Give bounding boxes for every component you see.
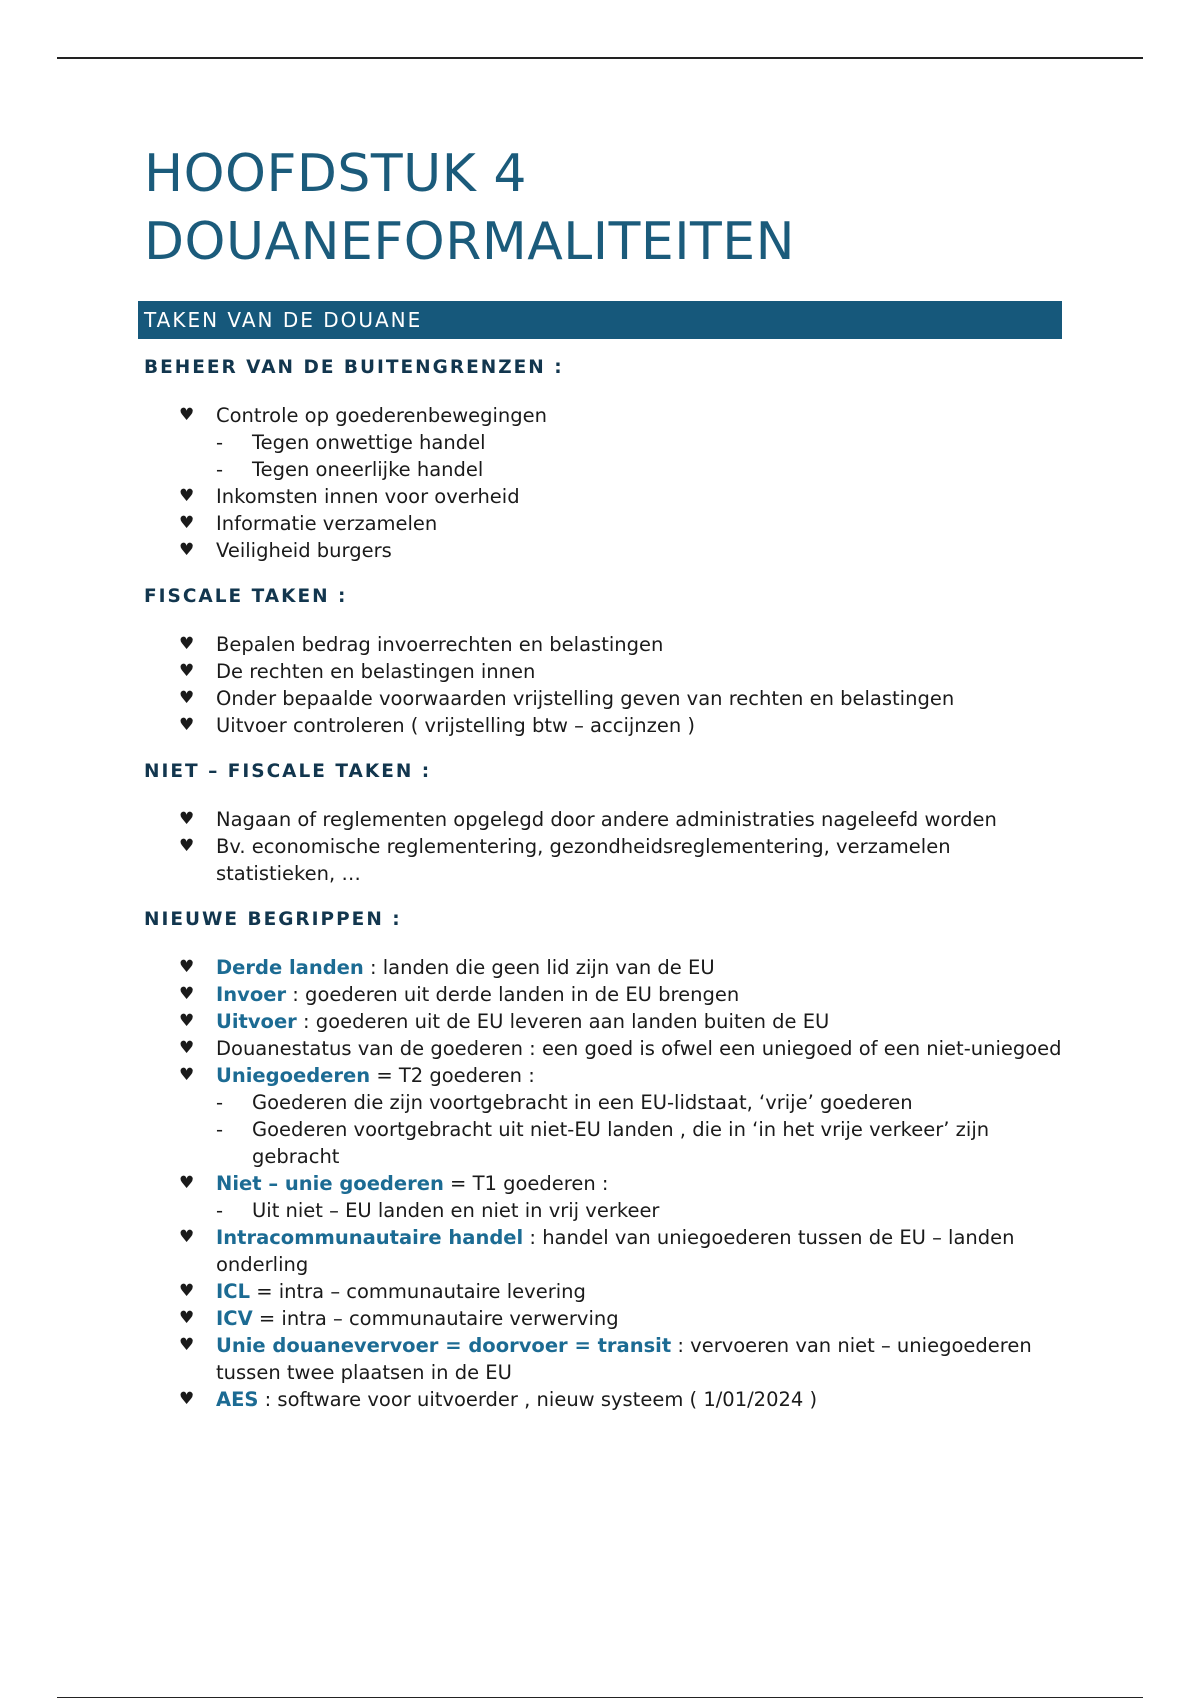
list-item: ♥ Onder bepaalde voorwaarden vrijstelling geven van rechten en belastingen <box>179 687 955 710</box>
sub-list-item: - Uit niet – EU landen en niet in vrij verkeer <box>216 1199 660 1222</box>
sub-list <box>216 1197 1064 1224</box>
heart-bullet-icon: ♥ <box>179 661 195 681</box>
document-body <box>144 140 1064 1413</box>
heart-bullet-icon: ♥ <box>179 836 195 856</box>
bottom-rule <box>57 1697 1143 1698</box>
term-highlight: AES <box>216 1388 259 1411</box>
chapter-title-line2: DOUANEFORMALITEITEN <box>144 212 796 272</box>
heart-bullet-icon: ♥ <box>179 809 195 829</box>
heart-bullet-icon: ♥ <box>179 1038 195 1058</box>
list-item: ♥ Uitvoer controleren ( vrijstelling btw – accijnzen ) <box>179 714 696 737</box>
list-nieuwe-begrippen <box>144 954 1064 1413</box>
dash-bullet-icon: - <box>216 431 224 454</box>
subheading-fiscale-taken: FISCALE TAKEN : <box>144 586 348 607</box>
heart-bullet-icon: ♥ <box>179 957 195 977</box>
list-fiscale-taken <box>144 631 1064 739</box>
sub-list-item: - Tegen oneerlijke handel <box>216 458 484 481</box>
list-item: ♥ De rechten en belastingen innen <box>179 660 536 683</box>
list-item: ♥ Invoer : goederen uit derde landen in de EU brengen <box>179 983 740 1006</box>
term-highlight: Uniegoederen <box>216 1064 371 1087</box>
equals-sign: = <box>438 1334 469 1357</box>
chapter-title <box>144 140 1064 276</box>
heart-bullet-icon: ♥ <box>179 688 195 708</box>
list-item: ♥ Uniegoederen = T2 goederen : - Goederen die zijn voortgebracht in een EU-lidstaat, ‘vrije’ goederen - Goederen voortgebracht uit niet-EU landen , die in ‘in het vrije verkeer’ zijn gebracht <box>144 1062 1064 1170</box>
dash-bullet-icon: - <box>216 1091 224 1114</box>
term-highlight: ICL <box>216 1280 250 1303</box>
term-highlight: Intracommunautaire handel <box>216 1226 524 1249</box>
term-highlight: Unie douanevervoer <box>216 1334 439 1357</box>
list-item: ♥ Intracommunautaire handel : handel van uniegoederen tussen de EU – landen onderling <box>179 1226 1015 1276</box>
heart-bullet-icon: ♥ <box>179 1389 195 1409</box>
list-item: ♥ Nagaan of reglementen opgelegd door andere administraties nageleefd worden <box>179 808 997 831</box>
list-item: ♥ Niet – unie goederen = T1 goederen : - Uit niet – EU landen en niet in vrij verkeer <box>144 1170 1064 1224</box>
list-item: ♥ Bv. economische reglementering, gezondheidsreglementering, verzamelen statistieken, … <box>179 835 951 885</box>
subheading-nieuwe-begrippen: NIEUWE BEGRIPPEN : <box>144 909 402 930</box>
list-item: ♥ Uitvoer : goederen uit de EU leveren aan landen buiten de EU <box>179 1010 830 1033</box>
list-item: ♥ Derde landen : landen die geen lid zijn van de EU <box>179 956 715 979</box>
list-item: ♥ Inkomsten innen voor overheid <box>179 485 520 508</box>
list-item: ♥ Controle op goederenbewegingen - Tegen onwettige handel - Tegen oneerlijke handel <box>144 402 1064 483</box>
heart-bullet-icon: ♥ <box>179 1173 195 1193</box>
list-item: ♥ ICL = intra – communautaire levering <box>179 1280 586 1303</box>
heart-bullet-icon: ♥ <box>179 1011 195 1031</box>
dash-bullet-icon: - <box>216 1199 224 1222</box>
term-highlight: ICV <box>216 1307 253 1330</box>
list-item: ♥ Veiligheid burgers <box>179 539 392 562</box>
term-highlight: transit <box>597 1334 672 1357</box>
list-item: ♥ Douanestatus van de goederen : een goed is ofwel een uniegoed of een niet-uniegoed <box>179 1037 1062 1060</box>
section-heading: TAKEN VAN DE DOUANE <box>138 301 1062 339</box>
heart-bullet-icon: ♥ <box>179 715 195 735</box>
list-item: ♥ ICV = intra – communautaire verwerving <box>179 1307 619 1330</box>
list-buitengrenzen <box>144 402 1064 564</box>
heart-bullet-icon: ♥ <box>179 1065 195 1085</box>
heart-bullet-icon: ♥ <box>179 513 195 533</box>
heart-bullet-icon: ♥ <box>179 486 195 506</box>
top-rule <box>57 57 1143 59</box>
term-highlight: Uitvoer <box>216 1010 297 1033</box>
heart-bullet-icon: ♥ <box>179 1308 195 1328</box>
list-item: ♥ Informatie verzamelen <box>179 512 438 535</box>
list-item: ♥ Bepalen bedrag invoerrechten en belastingen <box>179 633 664 656</box>
heart-bullet-icon: ♥ <box>179 1335 195 1355</box>
heart-bullet-icon: ♥ <box>179 405 195 425</box>
sub-list <box>216 429 1064 483</box>
heart-bullet-icon: ♥ <box>179 540 195 560</box>
heart-bullet-icon: ♥ <box>179 1281 195 1301</box>
list-niet-fiscale-taken <box>144 806 1064 887</box>
subheading-niet-fiscale-taken: NIET – FISCALE TAKEN : <box>144 761 432 782</box>
chapter-title-line1: HOOFDSTUK 4 <box>144 144 527 204</box>
subheading-buitengrenzen: BEHEER VAN DE BUITENGRENZEN : <box>144 357 564 378</box>
sub-list <box>216 1089 1064 1170</box>
term-highlight: Niet – unie goederen <box>216 1172 444 1195</box>
term-highlight: Invoer <box>216 983 287 1006</box>
heart-bullet-icon: ♥ <box>179 984 195 1004</box>
sub-list-item: - Goederen die zijn voortgebracht in een EU-lidstaat, ‘vrije’ goederen <box>216 1091 913 1114</box>
term-highlight: Derde landen <box>216 956 364 979</box>
dash-bullet-icon: - <box>216 458 224 481</box>
equals-sign: = <box>567 1334 598 1357</box>
dash-bullet-icon: - <box>216 1118 224 1141</box>
list-item: ♥ AES : software voor uitvoerder , nieuw systeem ( 1/01/2024 ) <box>179 1388 818 1411</box>
sub-list-item: - Tegen onwettige handel <box>216 431 486 454</box>
heart-bullet-icon: ♥ <box>179 1227 195 1247</box>
list-item: ♥ Unie douanevervoer = doorvoer = transit : vervoeren van niet – uniegoederen tussen twee plaatsen in de EU <box>179 1334 1032 1384</box>
heart-bullet-icon: ♥ <box>179 634 195 654</box>
sub-list-item: - Goederen voortgebracht uit niet-EU landen , die in ‘in het vrije verkeer’ zijn gebracht <box>216 1118 990 1168</box>
term-highlight: doorvoer <box>468 1334 568 1357</box>
